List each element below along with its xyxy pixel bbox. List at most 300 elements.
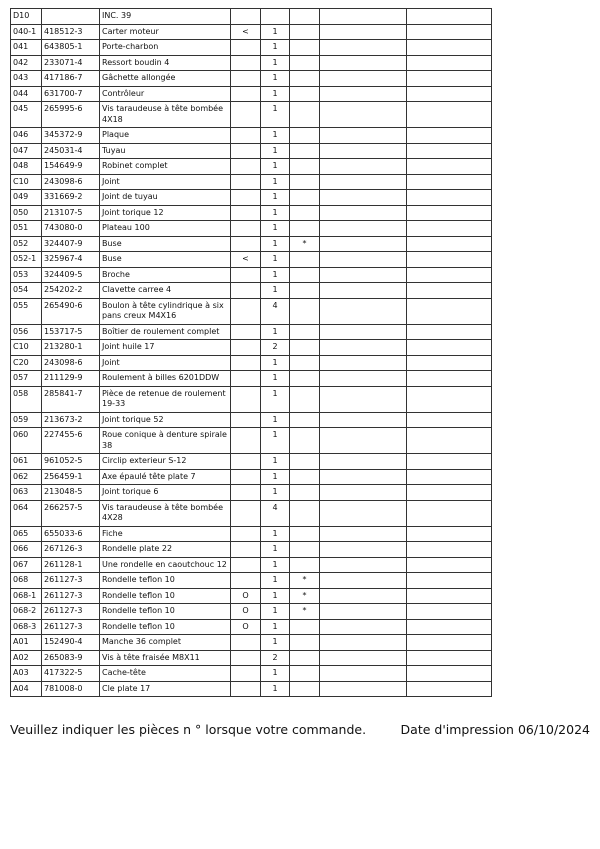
empty-cell <box>320 221 407 237</box>
part-quantity-cell: 1 <box>261 174 290 190</box>
empty-cell <box>320 55 407 71</box>
part-number-cell: 261128-1 <box>42 557 100 573</box>
table-row <box>11 542 492 558</box>
part-number-cell: 643805-1 <box>42 40 100 56</box>
empty-cell <box>320 283 407 299</box>
part-number-cell: 254202-2 <box>42 283 100 299</box>
part-number-cell: 261127-3 <box>42 573 100 589</box>
empty-cell <box>320 190 407 206</box>
part-quantity-cell: 1 <box>261 205 290 221</box>
part-description-cell: Joint torique 12 <box>100 205 231 221</box>
empty-cell <box>407 86 492 102</box>
part-note-cell <box>290 128 320 144</box>
part-note-cell: * <box>290 573 320 589</box>
part-number-cell: 285841-7 <box>42 386 100 412</box>
part-ref-cell: A04 <box>11 681 42 697</box>
part-number-cell <box>42 9 100 25</box>
part-flag-cell <box>231 55 261 71</box>
part-flag-cell <box>231 128 261 144</box>
empty-cell <box>320 355 407 371</box>
part-description-cell: Circlip exterieur S-12 <box>100 454 231 470</box>
empty-cell <box>320 205 407 221</box>
table-row <box>11 526 492 542</box>
part-ref-cell: A01 <box>11 635 42 651</box>
part-ref-cell: 068-1 <box>11 588 42 604</box>
empty-cell <box>407 159 492 175</box>
part-quantity-cell: 1 <box>261 666 290 682</box>
part-number-cell: 261127-3 <box>42 604 100 620</box>
table-row <box>11 221 492 237</box>
part-flag-cell <box>231 221 261 237</box>
empty-cell <box>320 604 407 620</box>
part-flag-cell <box>231 573 261 589</box>
part-quantity-cell: 4 <box>261 298 290 324</box>
part-description-cell: Axe épaulé tête plate 7 <box>100 469 231 485</box>
part-flag-cell <box>231 340 261 356</box>
empty-cell <box>320 128 407 144</box>
table-row <box>11 205 492 221</box>
part-number-cell: 243098-6 <box>42 355 100 371</box>
empty-cell <box>407 24 492 40</box>
part-description-cell: Carter moteur <box>100 24 231 40</box>
empty-cell <box>320 428 407 454</box>
part-quantity-cell: 1 <box>261 588 290 604</box>
empty-cell <box>407 340 492 356</box>
empty-cell <box>407 190 492 206</box>
empty-cell <box>320 500 407 526</box>
part-number-cell: 213107-5 <box>42 205 100 221</box>
part-ref-cell: 060 <box>11 428 42 454</box>
part-flag-cell <box>231 298 261 324</box>
part-quantity-cell: 1 <box>261 469 290 485</box>
empty-cell <box>407 236 492 252</box>
part-note-cell: * <box>290 588 320 604</box>
part-number-cell: 211129-9 <box>42 371 100 387</box>
part-ref-cell: 044 <box>11 86 42 102</box>
part-ref-cell: 041 <box>11 40 42 56</box>
empty-cell <box>320 635 407 651</box>
table-row <box>11 267 492 283</box>
part-description-cell: Plateau 100 <box>100 221 231 237</box>
part-quantity-cell: 1 <box>261 128 290 144</box>
part-quantity-cell: 1 <box>261 86 290 102</box>
part-quantity-cell: 1 <box>261 55 290 71</box>
part-flag-cell <box>231 428 261 454</box>
part-ref-cell: 040-1 <box>11 24 42 40</box>
part-note-cell <box>290 542 320 558</box>
part-flag-cell <box>231 386 261 412</box>
empty-cell <box>320 454 407 470</box>
empty-cell <box>407 252 492 268</box>
part-description-cell: Vis taraudeuse à tête bombée 4X28 <box>100 500 231 526</box>
part-flag-cell <box>231 371 261 387</box>
empty-cell <box>407 604 492 620</box>
empty-cell <box>320 24 407 40</box>
part-number-cell: 345372-9 <box>42 128 100 144</box>
empty-cell <box>320 386 407 412</box>
part-description-cell: INC. 39 <box>100 9 231 25</box>
part-flag-cell <box>231 283 261 299</box>
empty-cell <box>407 143 492 159</box>
part-note-cell <box>290 221 320 237</box>
table-row <box>11 604 492 620</box>
part-number-cell: 154649-9 <box>42 159 100 175</box>
empty-cell <box>407 619 492 635</box>
part-ref-cell: 057 <box>11 371 42 387</box>
part-number-cell: 265995-6 <box>42 102 100 128</box>
empty-cell <box>320 9 407 25</box>
part-ref-cell: 051 <box>11 221 42 237</box>
part-note-cell <box>290 485 320 501</box>
empty-cell <box>320 588 407 604</box>
empty-cell <box>320 650 407 666</box>
part-number-cell: 243098-6 <box>42 174 100 190</box>
part-note-cell <box>290 9 320 25</box>
part-number-cell: 631700-7 <box>42 86 100 102</box>
empty-cell <box>320 340 407 356</box>
part-note-cell <box>290 526 320 542</box>
part-flag-cell <box>231 557 261 573</box>
part-number-cell: 655033-6 <box>42 526 100 542</box>
part-note-cell <box>290 469 320 485</box>
part-note-cell <box>290 619 320 635</box>
part-description-cell: Manche 36 complet <box>100 635 231 651</box>
empty-cell <box>407 681 492 697</box>
part-quantity-cell: 1 <box>261 454 290 470</box>
part-number-cell: 213673-2 <box>42 412 100 428</box>
part-description-cell: Joint <box>100 355 231 371</box>
part-quantity-cell: 1 <box>261 236 290 252</box>
part-ref-cell: 042 <box>11 55 42 71</box>
part-note-cell <box>290 454 320 470</box>
table-row <box>11 102 492 128</box>
empty-cell <box>407 635 492 651</box>
part-number-cell: 256459-1 <box>42 469 100 485</box>
part-note-cell <box>290 205 320 221</box>
part-ref-cell: 047 <box>11 143 42 159</box>
empty-cell <box>407 283 492 299</box>
part-description-cell: Rondelle plate 22 <box>100 542 231 558</box>
part-quantity-cell: 1 <box>261 159 290 175</box>
part-ref-cell: 068-2 <box>11 604 42 620</box>
table-row <box>11 588 492 604</box>
part-quantity-cell: 2 <box>261 650 290 666</box>
part-note-cell <box>290 635 320 651</box>
part-note-cell: * <box>290 236 320 252</box>
empty-cell <box>407 573 492 589</box>
part-quantity-cell: 1 <box>261 267 290 283</box>
part-flag-cell <box>231 267 261 283</box>
part-note-cell <box>290 102 320 128</box>
empty-cell <box>320 298 407 324</box>
part-number-cell: 961052-5 <box>42 454 100 470</box>
part-description-cell: Plaque <box>100 128 231 144</box>
part-description-cell: Rondelle teflon 10 <box>100 573 231 589</box>
part-flag-cell: < <box>231 24 261 40</box>
part-quantity-cell: 1 <box>261 143 290 159</box>
part-flag-cell <box>231 190 261 206</box>
part-description-cell: Clavette carree 4 <box>100 283 231 299</box>
table-row <box>11 71 492 87</box>
part-note-cell <box>290 500 320 526</box>
empty-cell <box>320 485 407 501</box>
part-number-cell: 324407-9 <box>42 236 100 252</box>
table-row <box>11 340 492 356</box>
part-flag-cell <box>231 412 261 428</box>
part-flag-cell <box>231 635 261 651</box>
part-note-cell <box>290 324 320 340</box>
part-description-cell: Rondelle teflon 10 <box>100 619 231 635</box>
empty-cell <box>320 371 407 387</box>
part-note-cell <box>290 159 320 175</box>
part-quantity-cell: 1 <box>261 485 290 501</box>
part-description-cell: Pièce de retenue de roulement 19-33 <box>100 386 231 412</box>
part-number-cell: 265490-6 <box>42 298 100 324</box>
empty-cell <box>320 526 407 542</box>
part-number-cell: 153717-5 <box>42 324 100 340</box>
part-number-cell: 245031-4 <box>42 143 100 159</box>
table-row <box>11 386 492 412</box>
part-ref-cell: 050 <box>11 205 42 221</box>
part-ref-cell: 061 <box>11 454 42 470</box>
empty-cell <box>407 355 492 371</box>
part-flag-cell: O <box>231 604 261 620</box>
part-description-cell: Broche <box>100 267 231 283</box>
empty-cell <box>407 557 492 573</box>
empty-cell <box>320 174 407 190</box>
empty-cell <box>320 681 407 697</box>
part-note-cell <box>290 267 320 283</box>
part-description-cell: Joint <box>100 174 231 190</box>
empty-cell <box>407 221 492 237</box>
empty-cell <box>320 573 407 589</box>
empty-cell <box>407 454 492 470</box>
empty-cell <box>407 324 492 340</box>
empty-cell <box>320 619 407 635</box>
part-quantity-cell: 1 <box>261 221 290 237</box>
part-number-cell: 152490-4 <box>42 635 100 651</box>
empty-cell <box>320 469 407 485</box>
part-number-cell: 266257-5 <box>42 500 100 526</box>
table-row <box>11 573 492 589</box>
part-note-cell <box>290 24 320 40</box>
table-row <box>11 412 492 428</box>
part-description-cell: Boulon à tête cylindrique à six pans creux M4X16 <box>100 298 231 324</box>
part-flag-cell: < <box>231 252 261 268</box>
part-flag-cell: O <box>231 588 261 604</box>
part-flag-cell <box>231 542 261 558</box>
table-row <box>11 500 492 526</box>
part-number-cell: 324409-5 <box>42 267 100 283</box>
empty-cell <box>407 500 492 526</box>
part-number-cell: 743080-0 <box>42 221 100 237</box>
empty-cell <box>320 542 407 558</box>
part-flag-cell <box>231 526 261 542</box>
part-quantity-cell: 1 <box>261 24 290 40</box>
table-row <box>11 469 492 485</box>
part-ref-cell: 063 <box>11 485 42 501</box>
part-description-cell: Vis à tête fraisée M8X11 <box>100 650 231 666</box>
part-description-cell: Buse <box>100 236 231 252</box>
part-description-cell: Porte-charbon <box>100 40 231 56</box>
empty-cell <box>320 159 407 175</box>
part-quantity-cell: 1 <box>261 386 290 412</box>
part-quantity-cell: 1 <box>261 542 290 558</box>
part-ref-cell: 049 <box>11 190 42 206</box>
part-number-cell: 213048-5 <box>42 485 100 501</box>
empty-cell <box>320 324 407 340</box>
table-row <box>11 428 492 454</box>
table-row <box>11 252 492 268</box>
part-number-cell: 267126-3 <box>42 542 100 558</box>
part-note-cell <box>290 340 320 356</box>
part-flag-cell <box>231 236 261 252</box>
part-quantity-cell: 1 <box>261 190 290 206</box>
empty-cell <box>407 650 492 666</box>
empty-cell <box>407 102 492 128</box>
part-quantity-cell: 2 <box>261 340 290 356</box>
empty-cell <box>407 666 492 682</box>
part-flag-cell <box>231 159 261 175</box>
table-row <box>11 174 492 190</box>
part-note-cell <box>290 557 320 573</box>
part-description-cell: Joint de tuyau <box>100 190 231 206</box>
part-ref-cell: C10 <box>11 340 42 356</box>
part-ref-cell: 065 <box>11 526 42 542</box>
empty-cell <box>407 298 492 324</box>
part-flag-cell <box>231 485 261 501</box>
part-ref-cell: 055 <box>11 298 42 324</box>
part-flag-cell <box>231 86 261 102</box>
empty-cell <box>407 128 492 144</box>
empty-cell <box>320 412 407 428</box>
part-ref-cell: 054 <box>11 283 42 299</box>
part-ref-cell: 052 <box>11 236 42 252</box>
part-quantity-cell: 1 <box>261 324 290 340</box>
part-note-cell <box>290 174 320 190</box>
part-flag-cell <box>231 40 261 56</box>
empty-cell <box>320 86 407 102</box>
table-row <box>11 9 492 25</box>
part-note-cell: * <box>290 604 320 620</box>
part-ref-cell: 058 <box>11 386 42 412</box>
empty-cell <box>320 40 407 56</box>
part-flag-cell: O <box>231 619 261 635</box>
part-note-cell <box>290 86 320 102</box>
part-number-cell: 331669-2 <box>42 190 100 206</box>
part-ref-cell: C10 <box>11 174 42 190</box>
part-quantity-cell: 1 <box>261 252 290 268</box>
part-ref-cell: 053 <box>11 267 42 283</box>
table-row <box>11 298 492 324</box>
part-flag-cell <box>231 469 261 485</box>
part-number-cell: 213280-1 <box>42 340 100 356</box>
part-quantity-cell: 1 <box>261 283 290 299</box>
part-quantity-cell: 1 <box>261 526 290 542</box>
empty-cell <box>407 267 492 283</box>
part-ref-cell: D10 <box>11 9 42 25</box>
part-description-cell: Tuyau <box>100 143 231 159</box>
table-row <box>11 143 492 159</box>
part-number-cell: 261127-3 <box>42 619 100 635</box>
part-number-cell: 325967-4 <box>42 252 100 268</box>
part-ref-cell: 045 <box>11 102 42 128</box>
part-ref-cell: 052-1 <box>11 252 42 268</box>
empty-cell <box>407 428 492 454</box>
empty-cell <box>407 71 492 87</box>
table-row <box>11 324 492 340</box>
parts-table-body <box>11 9 492 697</box>
part-description-cell: Joint torique 6 <box>100 485 231 501</box>
table-row <box>11 650 492 666</box>
part-description-cell: Joint torique 52 <box>100 412 231 428</box>
part-note-cell <box>290 428 320 454</box>
part-ref-cell: 048 <box>11 159 42 175</box>
table-row <box>11 557 492 573</box>
part-flag-cell <box>231 71 261 87</box>
empty-cell <box>320 557 407 573</box>
part-note-cell <box>290 666 320 682</box>
parts-table <box>10 8 492 697</box>
part-note-cell <box>290 190 320 206</box>
part-quantity-cell: 1 <box>261 355 290 371</box>
part-description-cell: Une rondelle en caoutchouc 12 <box>100 557 231 573</box>
part-flag-cell <box>231 324 261 340</box>
part-note-cell <box>290 252 320 268</box>
part-note-cell <box>290 71 320 87</box>
empty-cell <box>320 236 407 252</box>
part-note-cell <box>290 355 320 371</box>
part-flag-cell <box>231 102 261 128</box>
table-row <box>11 371 492 387</box>
part-quantity-cell: 1 <box>261 40 290 56</box>
empty-cell <box>407 386 492 412</box>
part-number-cell: 261127-3 <box>42 588 100 604</box>
part-note-cell <box>290 298 320 324</box>
table-row <box>11 40 492 56</box>
part-note-cell <box>290 143 320 159</box>
empty-cell <box>407 485 492 501</box>
part-flag-cell <box>231 9 261 25</box>
part-description-cell: Rondelle teflon 10 <box>100 604 231 620</box>
empty-cell <box>320 666 407 682</box>
part-description-cell: Buse <box>100 252 231 268</box>
part-flag-cell <box>231 205 261 221</box>
part-description-cell: Vis taraudeuse à tête bombée 4X18 <box>100 102 231 128</box>
part-flag-cell <box>231 500 261 526</box>
part-quantity-cell: 1 <box>261 102 290 128</box>
empty-cell <box>407 40 492 56</box>
part-flag-cell <box>231 650 261 666</box>
part-note-cell <box>290 412 320 428</box>
part-ref-cell: C20 <box>11 355 42 371</box>
table-row <box>11 128 492 144</box>
part-number-cell: 418512-3 <box>42 24 100 40</box>
empty-cell <box>407 371 492 387</box>
part-flag-cell <box>231 143 261 159</box>
part-flag-cell <box>231 174 261 190</box>
empty-cell <box>407 469 492 485</box>
part-description-cell: Boîtier de roulement complet <box>100 324 231 340</box>
table-row <box>11 55 492 71</box>
part-note-cell <box>290 650 320 666</box>
part-note-cell <box>290 386 320 412</box>
part-description-cell: Cle plate 17 <box>100 681 231 697</box>
part-quantity-cell: 1 <box>261 412 290 428</box>
part-ref-cell: 067 <box>11 557 42 573</box>
part-ref-cell: 043 <box>11 71 42 87</box>
empty-cell <box>407 205 492 221</box>
